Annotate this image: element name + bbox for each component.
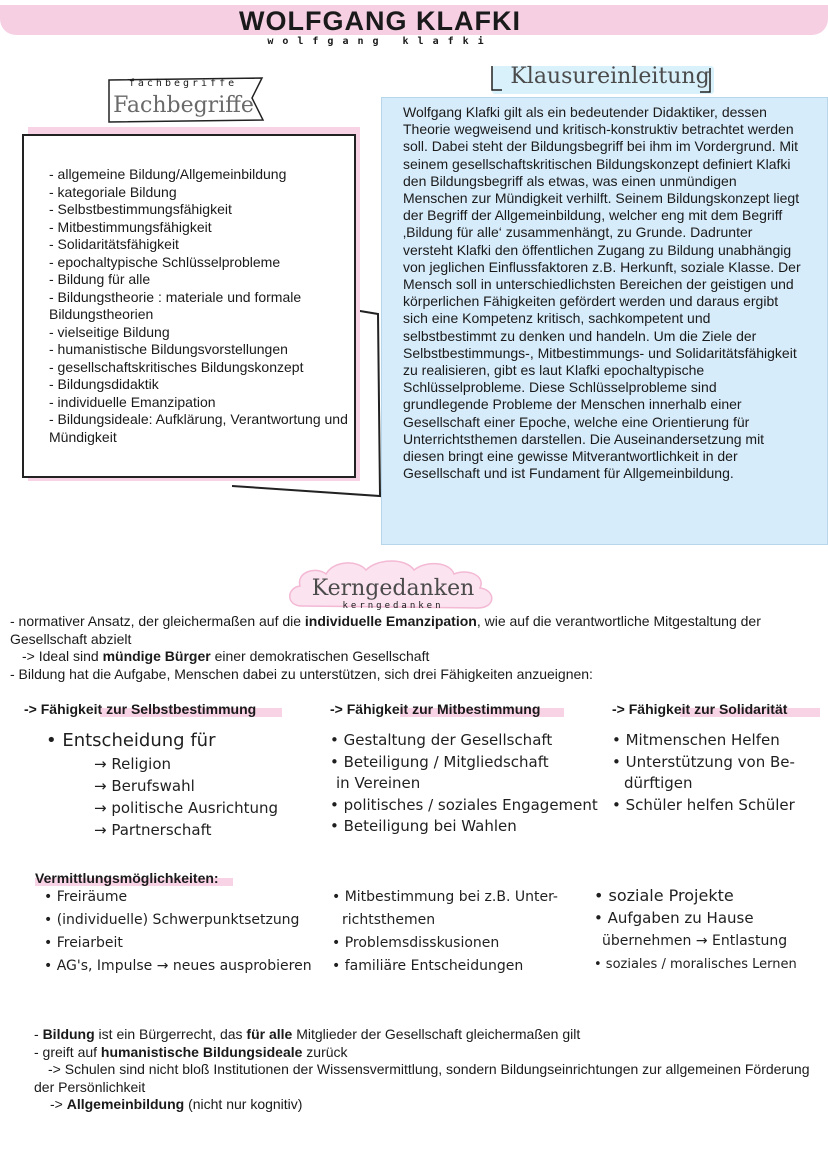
list-item: • (individuelle) Schwerpunktsetzung xyxy=(44,912,300,928)
text-span: - greift auf xyxy=(34,1043,101,1060)
list-item: • Mitmenschen Helfen xyxy=(612,731,780,749)
list-item: • Unterstützung von Be- xyxy=(612,752,795,771)
vermittlung-column-1 xyxy=(44,886,329,978)
list-item: - allgemeine Bildung/Allgemeinbildung xyxy=(49,166,287,182)
list-item: - vielseitige Bildung xyxy=(49,323,170,340)
bold-span: für alle xyxy=(246,1026,293,1042)
list-item: • Freiräume xyxy=(44,889,128,905)
vermittlung-column-2 xyxy=(332,886,592,978)
list-item: • Beteiligung bei Wahlen xyxy=(330,817,517,835)
list-item: • politisches / soziales Engagement xyxy=(330,795,598,814)
list-item: - kategoriale Bildung xyxy=(49,183,177,200)
fachbegriffe-list xyxy=(49,166,349,446)
text-span: , wie auf die verantwortliche Mitgestaltung der Gesellschaft abzielt xyxy=(10,613,761,647)
column-mitbestimmung xyxy=(330,730,610,838)
summary-line xyxy=(34,1096,824,1114)
text-span: zurück xyxy=(302,1043,348,1060)
text-span: -> Ideal sind xyxy=(22,648,103,664)
kerngedanken-text xyxy=(10,613,820,683)
list-item: - Bildungsdidaktik xyxy=(49,376,159,392)
list-item: übernehmen → Entlastung xyxy=(602,933,788,949)
list-item: dürftigen xyxy=(624,774,693,792)
kerngedanken-heading: Kerngedanken xyxy=(311,576,475,601)
kerngedanken-subheading: kerngedanken xyxy=(342,601,444,611)
list-item: - individuelle Emanzipation xyxy=(49,393,216,410)
list-item: • Gestaltung der Gesellschaft xyxy=(330,731,553,749)
list-item: - Mitbestimmungsfähigkeit xyxy=(49,218,212,235)
bold-span: Bildung xyxy=(42,1026,95,1042)
list-item: - gesellschaftskritisches Bildungskonzept xyxy=(49,358,304,375)
bold-span: Allgemeinbildung xyxy=(66,1096,185,1112)
list-item: • Entscheidung für xyxy=(46,730,216,751)
klausureinleitung-heading: Klausureinleitung xyxy=(510,64,710,89)
column-heading-selbstbestimmung: -> Fähigkeit zur Selbstbestimmung xyxy=(24,701,257,717)
list-item: - Bildungsideale: Aufklärung, Verantwortung und Mündigkeit xyxy=(49,411,348,445)
text-span: - normativer Ansatz, der gleichermaßen auf die xyxy=(10,613,305,629)
page-title: WOLFGANG KLAFKI xyxy=(239,6,521,36)
vermittlung-column-3 xyxy=(594,884,824,976)
column-selbstbestimmung xyxy=(46,729,316,841)
page-subtitle: wolfgang klafki xyxy=(267,36,493,47)
list-item: - epochaltypische Schlüsselprobleme xyxy=(49,253,281,270)
list-item: - Bildungstheorie : materiale und formale Bildungstheorien xyxy=(49,288,302,322)
list-item: • Mitbestimmung bei z.B. Unter- xyxy=(332,889,558,905)
list-item: - Solidaritätsfähigkeit xyxy=(49,236,179,252)
list-item: • soziale Projekte xyxy=(594,886,734,905)
text-span: (nicht nur kognitiv) xyxy=(184,1096,303,1112)
list-item: in Vereinen xyxy=(336,774,421,792)
summary-line xyxy=(34,1044,824,1062)
text-span: - xyxy=(34,1026,43,1042)
summary-line: -> Schulen sind nicht bloß Institutionen der Wissensvermittlung, sondern Bildungseinrichtungen zur allgemeinen Förderung der Persönlichkeit xyxy=(34,1061,810,1095)
list-item: → Berufswahl xyxy=(94,777,195,795)
summary-line xyxy=(34,1026,824,1044)
list-item: → Partnerschaft xyxy=(94,821,212,839)
bold-span: humanistische Bildungsideale xyxy=(100,1043,303,1060)
list-item: richtsthemen xyxy=(342,912,436,928)
list-item: • Problemsdisskusionen xyxy=(332,935,500,951)
list-item: • soziales / moralisches Lernen xyxy=(594,957,797,972)
list-item: - humanistische Bildungsvorstellungen xyxy=(49,341,288,357)
list-item: • Schüler helfen Schüler xyxy=(612,795,795,814)
list-item: - Selbstbestimmungsfähigkeit xyxy=(49,201,232,217)
text-span: einer demokratischen Gesellschaft xyxy=(210,648,430,664)
list-item: → politische Ausrichtung xyxy=(94,799,279,817)
list-item: • Freiarbeit xyxy=(44,935,123,951)
kerngedanken-line xyxy=(10,613,820,648)
kerngedanken-line: - Bildung hat die Aufgabe, Menschen dabei zu unterstützen, sich drei Fähigkeiten anzueignen: xyxy=(10,665,593,682)
fachbegriffe-tag-small: fachbegriffe xyxy=(128,78,238,89)
bold-span: individuelle Emanzipation xyxy=(304,613,477,629)
summary-text xyxy=(34,1026,824,1114)
text-span: ist ein Bürgerrecht, das xyxy=(94,1026,247,1042)
text-span: -> xyxy=(50,1096,67,1112)
list-item: • familiäre Entscheidungen xyxy=(332,958,524,974)
list-item: • Beteiligung / Mitgliedschaft xyxy=(330,752,549,771)
list-item: - Bildung für alle xyxy=(49,271,151,287)
klausureinleitung-text: Wolfgang Klafki gilt als ein bedeutender Didaktiker, dessen Theorie wegweisend und kritisch-konstruktiv betrachtet werden soll. Dabei steht der Bildungsbegriff bei ihm im Vordergrund. Mit seinem gesellschaftskritischen Bildungskonzept definiert Klafki den Bildungsbegriff als etwas, was einen unmündigen Menschen zur Mündigkeit verhilft. Seinem Bildungskonzept liegt der Begriff der Allgemeinbildung, welcher eng mit dem Begriff ‚Bildung für alle‘ zusammenhängt, zu Grunde. Dadrunter versteht Klafki den öffentlichen Zugang zu Bildung unabhängig von jeglichen Einflussfaktoren z.B. Herkunft, soziale Klasse. Der Mensch soll in unterschiedlichsten Bereichen der geistigen und körperlichen Fähigkeiten gefördert werden und daraus ergibt sich eine Kompetenz kritisch, sachkompetent und selbstbestimmt zu denken und handeln. Um die Ziele der Selbstbestimmungs-, Mitbestimmungs- und Solidaritätsfähigkeit zu realisieren, gibt es laut Klafki epochaltypische Schlüsselprobleme. Diese Schlüsselprobleme sind grundlegende Probleme der Menschen innerhalb einer Gesellschaft einer Epoche, welche eine Orientierung für Unterrichtsthemen darstellen. Die Auseinandersetzung mit diesen bringt eine gewisse Mitverantwortlichkeit in der Gesellschaft und ist Fundament für Allgemeinbildung. xyxy=(403,104,801,482)
list-item: • AG's, Impulse → neues ausprobieren xyxy=(44,958,312,974)
text-span: Mitglieder der Gesellschaft gleichermaßen gilt xyxy=(292,1026,581,1042)
column-heading-mitbestimmung: -> Fähigkeit zur Mitbestimmung xyxy=(330,701,541,717)
list-item: → Religion xyxy=(94,755,172,773)
bold-span: mündige Bürger xyxy=(102,648,211,664)
vermittlung-heading: Vermittlungsmöglichkeiten: xyxy=(35,870,219,886)
column-solidaritaet xyxy=(612,730,824,816)
column-heading-solidaritaet: -> Fähigkeit zur Solidarität xyxy=(612,701,788,717)
fachbegriffe-heading: Fachbegriffe xyxy=(113,93,254,118)
list-item: • Aufgaben zu Hause xyxy=(594,909,754,927)
kerngedanken-line xyxy=(10,648,820,666)
